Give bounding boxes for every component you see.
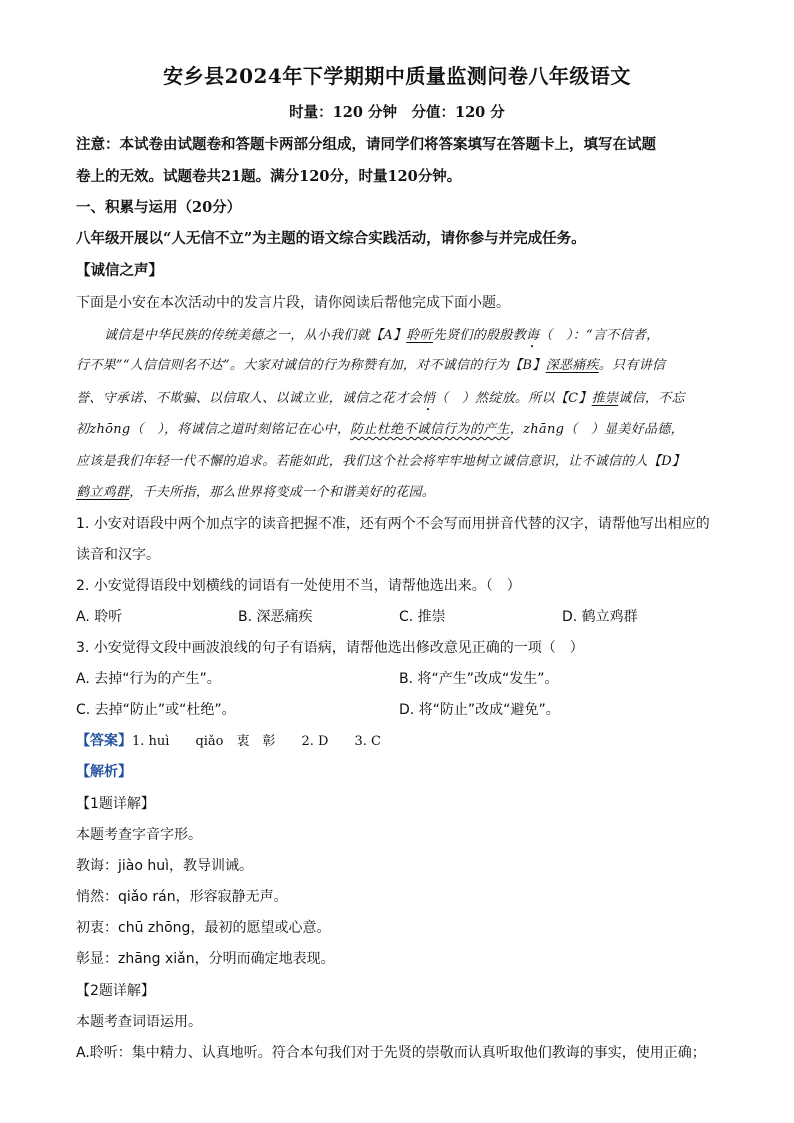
question-1-line-1: 1. 小安对语段中两个加点字的读音把握不准，还有两个不会写而用拼音代替的汉字，请帮他写出相应的 [76,516,710,532]
passage-text: 誉、守承诺、不欺骗、以信取人、以诚立业，诚信之花才会 [76,391,422,406]
page-title: 安乡县2024年下学期期中质量监测问卷八年级语文 [163,64,631,88]
passage-line-5: 应该是我们年轻一代不懈的追求。若能如此，我们这个社会将牢牢地树立诚信意识，让不诚信的人【D】 [76,454,686,469]
sub-heading: 【诚信之声】 [76,262,163,279]
q3-option-d: D. 将“防止”改成“避免”。 [399,702,560,718]
q3-option-c: C. 去掉“防止”或“杜绝”。 [76,702,236,718]
passage-line-4 [76,423,684,436]
q1-detail-intro: 本题考查字音字形。 [76,827,202,843]
passage-text: （ ）然绽放。所以【C】 [435,391,592,406]
passage-line-2 [76,359,665,372]
q1-detail-heading: 【1题详解】 [76,796,155,812]
underlined-word: 推崇 [591,391,619,406]
passage-lead: 下面是小安在本次活动中的发言片段，请你阅读后帮他完成下面小题。 [76,295,510,311]
passage-text: ，千夫所指，那么世界将变成一个和谐美好的花园。 [129,485,436,500]
passage-text: 诚信是中华民族的传统美德之一，从小我们就【A】 [104,328,407,343]
q2-option-b: B. 深恶痛疾 [238,609,313,625]
underlined-word: 深恶痛疾 [545,358,599,373]
notice-line-2: 卷上的无效。试题卷共21题。满分120分，时量120分钟。 [76,168,462,185]
passage-text: 诚信，不忘 [618,391,685,406]
q3-option-a: A. 去掉“行为的产生”。 [76,671,221,687]
q2-option-a: A. 聆听 [76,609,123,625]
section-intro: 八年级开展以“人无信不立”为主题的语文综合实践活动，请你参与并完成任务。 [76,230,586,247]
passage-line-6 [76,486,435,499]
passage-text: 先贤们的殷殷教 [432,328,527,343]
underlined-word: 聆听 [406,328,433,343]
q2-option-c: C. 推崇 [399,609,446,625]
dotted-char: 悄 [421,391,436,406]
question-2: 2. 小安觉得语段中划横线的词语有一处使用不当，请帮他选出来。（ ） [76,578,521,594]
passage-text: （ ）：“言不信者， [539,328,660,343]
answer-label: 【答案】 [76,733,132,749]
q1-detail-item: 初衷：chū zhōng，最初的愿望或心意。 [76,920,331,936]
dotted-char: 诲 [526,328,540,343]
q2-detail-intro: 本题考查词语运用。 [76,1014,202,1030]
answer-line [76,734,381,748]
question-3: 3. 小安觉得文段中画波浪线的句子有语病，请帮他选出修改意见正确的一项（ ） [76,640,584,656]
q2-option-d: D. 鹤立鸡群 [562,609,638,625]
notice-line-1: 注意：本试卷由试题卷和答题卡两部分组成，请同学们将答案填写在答题卡上，填写在试题 [76,136,656,153]
passage-text: 行不果”“人信信则名不达”。大家对诚信的行为称赞有加，对不诚信的行为【B】 [76,358,546,373]
underlined-word: 鹤立鸡群 [76,485,130,500]
answer-text: 1. huì qiǎo 衷 彰 2. D 3. C [132,734,381,749]
q2-detail-heading: 【2题详解】 [76,983,155,999]
passage-text: 。只有讲信 [598,358,666,373]
q3-option-b: B. 将“产生”改成“发生”。 [399,671,559,687]
q1-detail-item: 彰显：zhāng xiǎn，分明而确定地表现。 [76,951,335,967]
wavy-underlined-sentence: 防止杜绝不诚信行为的产生 [350,422,510,437]
passage-text: 初zhōng（ ），将诚信之道时刻铭记在心中， [76,422,351,437]
q1-detail-item: 悄然：qiǎo rán，形容寂静无声。 [76,889,288,905]
page-subtitle: 时量：120 分钟 分值：120 分 [289,104,505,121]
q2-detail-option-a: A.聆听：集中精力、认真地听。符合本句我们对于先贤的崇敬而认真听取他们教诲的事实，使用正确； [76,1045,706,1061]
passage-line-1 [104,328,659,351]
section-heading: 一、积累与运用（20分） [76,199,242,216]
passage-line-3 [76,391,685,414]
question-1-line-2: 读音和汉字。 [76,547,160,563]
passage-text: ，zhāng（ ）显美好品德， [509,422,684,437]
analysis-label: 【解析】 [76,764,132,780]
q1-detail-item: 教诲：jiào huì，教导训诫。 [76,858,254,874]
